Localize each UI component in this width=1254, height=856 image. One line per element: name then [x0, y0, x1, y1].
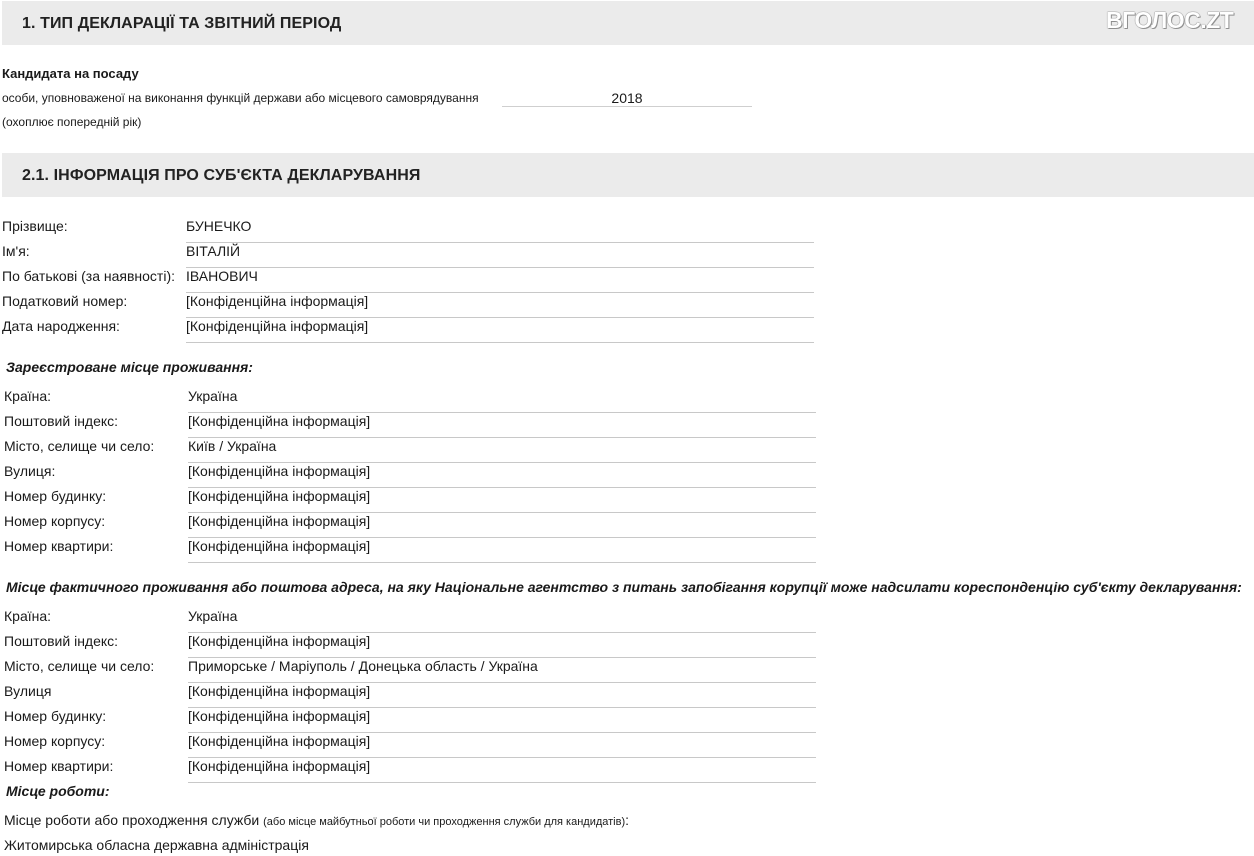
field-label: Країна:: [4, 388, 52, 404]
field-label: Номер будинку:: [4, 708, 107, 724]
field-label: Дата народження:: [2, 318, 120, 334]
reporting-year-field: [502, 90, 752, 107]
field-value: ВІТАЛІЙ: [186, 243, 814, 268]
candidate-heading: Кандидата на посаду: [2, 66, 139, 81]
field-label: Вулиця:: [4, 463, 56, 479]
site-watermark-logo: ВГОЛОС.ZT: [1106, 7, 1234, 33]
field-label: По батькові (за наявності):: [2, 268, 176, 284]
field-label: Поштовий індекс:: [4, 633, 119, 649]
section-2-1-header: [2, 153, 1254, 197]
field-value: [Конфіденційна інформація]: [188, 708, 816, 733]
field-value: Україна: [188, 388, 816, 413]
section-1-title: 1. ТИП ДЕКЛАРАЦІЇ ТА ЗВІТНИЙ ПЕРІОД: [22, 15, 342, 32]
field-value: [Конфіденційна інформація]: [186, 293, 814, 318]
work-place-note: (або місце майбутньої роботи чи проходження служби для кандидатів): [263, 816, 626, 828]
field-label: Номер корпусу:: [4, 513, 106, 529]
field-value: ІВАНОВИЧ: [186, 268, 814, 293]
actual-address-heading: Місце фактичного проживання або поштова адреса, на яку Національне агентство з питань запобігання корупції може надсилати кореспонденцію суб'єкту декларування:: [6, 579, 1242, 595]
field-value: Приморське / Маріуполь / Донецька область / Україна: [188, 658, 816, 683]
field-label: Вулиця: [4, 683, 52, 699]
field-label: Номер квартири:: [4, 758, 114, 774]
section-2-1-title: 2.1. ІНФОРМАЦІЯ ПРО СУБ'ЄКТА ДЕКЛАРУВАННЯ: [22, 167, 421, 184]
covers-previous-year-note: (охоплює попередній рік): [2, 115, 142, 129]
field-value: БУНЕЧКО: [186, 218, 814, 243]
reporting-year-value: 2018: [611, 90, 643, 106]
field-value: [Конфіденційна інформація]: [188, 633, 816, 658]
work-place-label-line: [4, 812, 629, 828]
registered-address-heading: Зареєстроване місце проживання:: [6, 359, 253, 375]
field-value: [Конфіденційна інформація]: [188, 463, 816, 488]
field-label: Прізвище:: [2, 218, 68, 234]
field-label: Податковий номер:: [2, 293, 128, 309]
field-label: Ім'я:: [2, 243, 30, 259]
section-1-header: [2, 1, 1254, 45]
work-place-heading: Місце роботи:: [6, 783, 110, 799]
work-place-value: Житомирська обласна державна адміністрація: [4, 837, 309, 853]
field-value: [Конфіденційна інформація]: [188, 538, 816, 563]
field-value: Київ / Україна: [188, 438, 816, 463]
work-place-colon: :: [625, 812, 630, 828]
field-value: [Конфіденційна інформація]: [188, 758, 816, 783]
field-value: [Конфіденційна інформація]: [188, 488, 816, 513]
field-value: [Конфіденційна інформація]: [188, 683, 816, 708]
field-label: Країна:: [4, 608, 52, 624]
field-label: Номер будинку:: [4, 488, 107, 504]
field-label: Номер квартири:: [4, 538, 114, 554]
field-label: Поштовий індекс:: [4, 413, 119, 429]
field-value: [Конфіденційна інформація]: [186, 318, 814, 343]
field-label: Номер корпусу:: [4, 733, 106, 749]
field-label: Місто, селище чи село:: [4, 658, 155, 674]
work-place-label: Місце роботи або проходження служби: [4, 812, 260, 828]
candidate-description: особи, уповноваженої на виконання функцій держави або місцевого самоврядування: [2, 91, 479, 105]
field-value: [Конфіденційна інформація]: [188, 413, 816, 438]
field-value: Україна: [188, 608, 816, 633]
field-value: [Конфіденційна інформація]: [188, 513, 816, 538]
field-label: Місто, селище чи село:: [4, 438, 155, 454]
field-value: [Конфіденційна інформація]: [188, 733, 816, 758]
